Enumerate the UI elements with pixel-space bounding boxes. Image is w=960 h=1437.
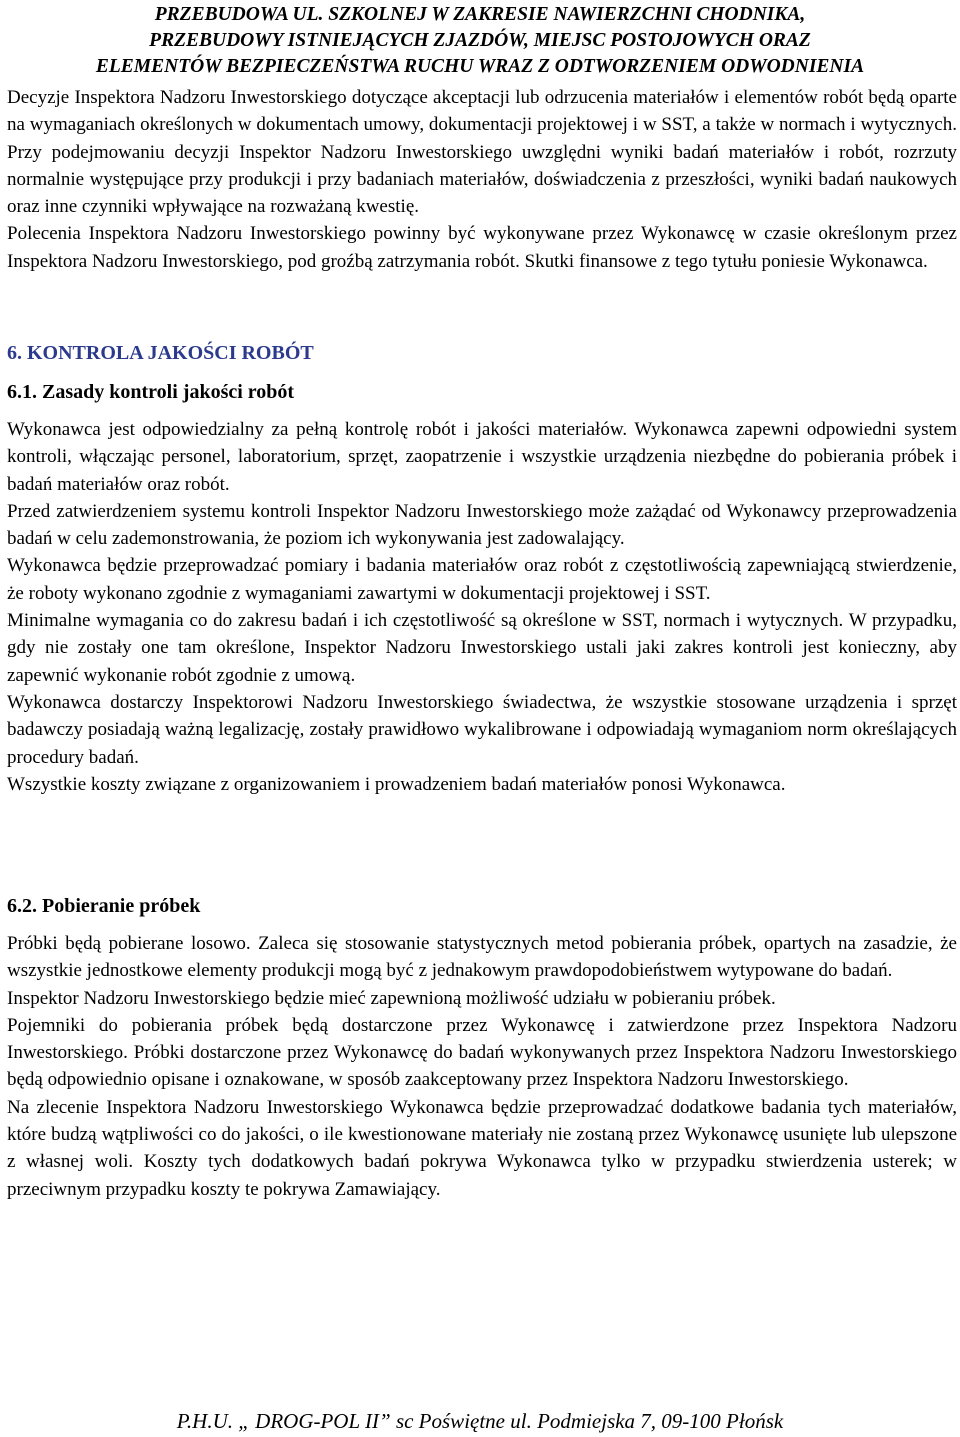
section-6-2-title: 6.2. Pobieranie próbek xyxy=(7,895,201,917)
page-footer: P.H.U. „ DROG-POL II” sc Poświętne ul. Podmiejska 7, 09-100 Płońsk xyxy=(176,1409,784,1433)
section-6-1-paragraph-4: Minimalne wymagania co do zakresu badań i ich częstotliwość są określone w SST, normach i wytycznych. W przypadku, gdy nie zostały one tam określone, Inspektor Nadzoru Inwestorskiego ustali jaki zakres kontroli jest konieczny, aby zapewnić wykonanie robót zgodnie z umową. xyxy=(7,610,957,686)
section-6-1-title: 6.1. Zasady kontroli jakości robót xyxy=(7,381,295,403)
header-line-3: ELEMENTÓW BEZPIECZEŃSTWA RUCHU WRAZ Z ODTWORZENIEM ODWODNIENIA xyxy=(95,56,865,77)
section-6-1-paragraph-5: Wykonawca dostarczy Inspektorowi Nadzoru Inwestorskiego świadectwa, że wszystkie stosowane urządzenia i sprzęt badawczy posiadają ważną legalizację, zostały prawidłowo wykalibrowane i odpowiadają wymaganiom norm określających procedury badań. xyxy=(7,691,957,768)
section-6-1-paragraph-2: Przed zatwierdzeniem systemu kontroli Inspektor Nadzoru Inwestorskiego może zażądać od Wykonawcy przeprowadzenia badań w celu zademonstrowania, że poziom ich wykonywania jest zadowalający. xyxy=(7,500,957,550)
section-6-2-heading-block xyxy=(7,893,957,920)
header-line-2: PRZEBUDOWY ISTNIEJĄCYCH ZJAZDÓW, MIEJSC POSTOJOWYCH ORAZ xyxy=(149,30,811,51)
section-6-2-paragraph-3: Pojemniki do pobierania próbek będą dostarczone przez Wykonawcę i zatwierdzone przez Inspektora Nadzoru Inwestorskiego. Próbki dostarczone przez Wykonawcę do badań wykonywanych przez Inspektora Nadzoru Inwestorskiego będą odpowiednio opisane i oznakowane, w sposób zaakceptowany przez Inspektora Nadzoru Inwestorskiego. xyxy=(7,1014,957,1091)
section-6-1-paragraph-6: Wszystkie koszty związane z organizowaniem i prowadzeniem badań materiałów ponosi Wykonawca. xyxy=(7,773,786,795)
section-6-2-body xyxy=(7,930,957,1203)
section-6-1-paragraph-3: Wykonawca będzie przeprowadzać pomiary i badania materiałów oraz robót z częstotliwością zapewniającą stwierdzenie, że roboty wykonano zgodnie z wymaganiami zawartymi w dokumentacji projektowej i SST. xyxy=(7,555,957,604)
intro-paragraph-1: Decyzje Inspektora Nadzoru Inwestorskiego dotyczące akceptacji lub odrzucenia materiałów i elementów robót będą oparte na wymaganiach określonych w dokumentach umowy, dokumentacji projektowej i w SST, a także w normach i wytycznych. Przy podejmowaniu decyzji Inspektor Nadzoru Inwestorskiego uwzględni wyniki badań materiałów i robót, rozrzuty normalnie występujące przy produkcji i przy badaniach materiałów, doświadczenia z przeszłości, wyniki badań naukowych oraz inne czynniki wpływające na rozważaną kwestię. xyxy=(7,87,957,218)
section-6-2-paragraph-4: Na zlecenie Inspektora Nadzoru Inwestorskiego Wykonawca będzie przeprowadzać dodatkowe badania tych materiałów, które budzą wątpliwości co do jakości, o ile kwestionowane materiały nie zostaną przez Wykonawcę usunięte lub ulepszone z własnej woli. Koszty tych dodatkowych badań pokrywa Wykonawca tylko w przypadku stwierdzenia usterek; w przeciwnym przypadku koszty te pokrywa Zamawiający. xyxy=(7,1096,957,1200)
header-line-1: PRZEBUDOWA UL. SZKOLNEJ W ZAKRESIE NAWIERZCHNI CHODNIKA, xyxy=(154,4,806,25)
section-6-1-heading-block xyxy=(7,379,957,406)
section-6-2-paragraph-2: Inspektor Nadzoru Inwestorskiego będzie mieć zapewnioną możliwość udziału w pobieraniu próbek. xyxy=(7,987,776,1009)
section-6-title: 6. KONTROLA JAKOŚCI ROBÓT xyxy=(7,342,314,364)
intro-block xyxy=(7,84,957,275)
intro-paragraph-2: Polecenia Inspektora Nadzoru Inwestorskiego powinny być wykonywane przez Wykonawcę w czasie określonym przez Inspektora Nadzoru Inwestorskiego, pod groźbą zatrzymania robót. Skutki finansowe z tego tytułu poniesie Wykonawca. xyxy=(7,223,957,272)
section-6-1-paragraph-1: Wykonawca jest odpowiedzialny za pełną kontrolę robót i jakości materiałów. Wykonawca zapewni odpowiedni system kontroli, włączając personel, laboratorium, sprzęt, zaopatrzenie i wszystkie urządzenia niezbędne do pobierania próbek i badań materiałów oraz robót. xyxy=(7,419,957,495)
section-6-2-paragraph-1: Próbki będą pobierane losowo. Zaleca się stosowanie statystycznych metod pobierania próbek, opartych na zasadzie, że wszystkie jednostkowe elementy produkcji mogą być z jednakowym prawdopodobieństwem wytypowane do badań. xyxy=(7,933,957,982)
section-6-heading-block xyxy=(7,340,957,367)
page-header xyxy=(0,2,960,80)
section-6-1-body xyxy=(7,416,957,798)
